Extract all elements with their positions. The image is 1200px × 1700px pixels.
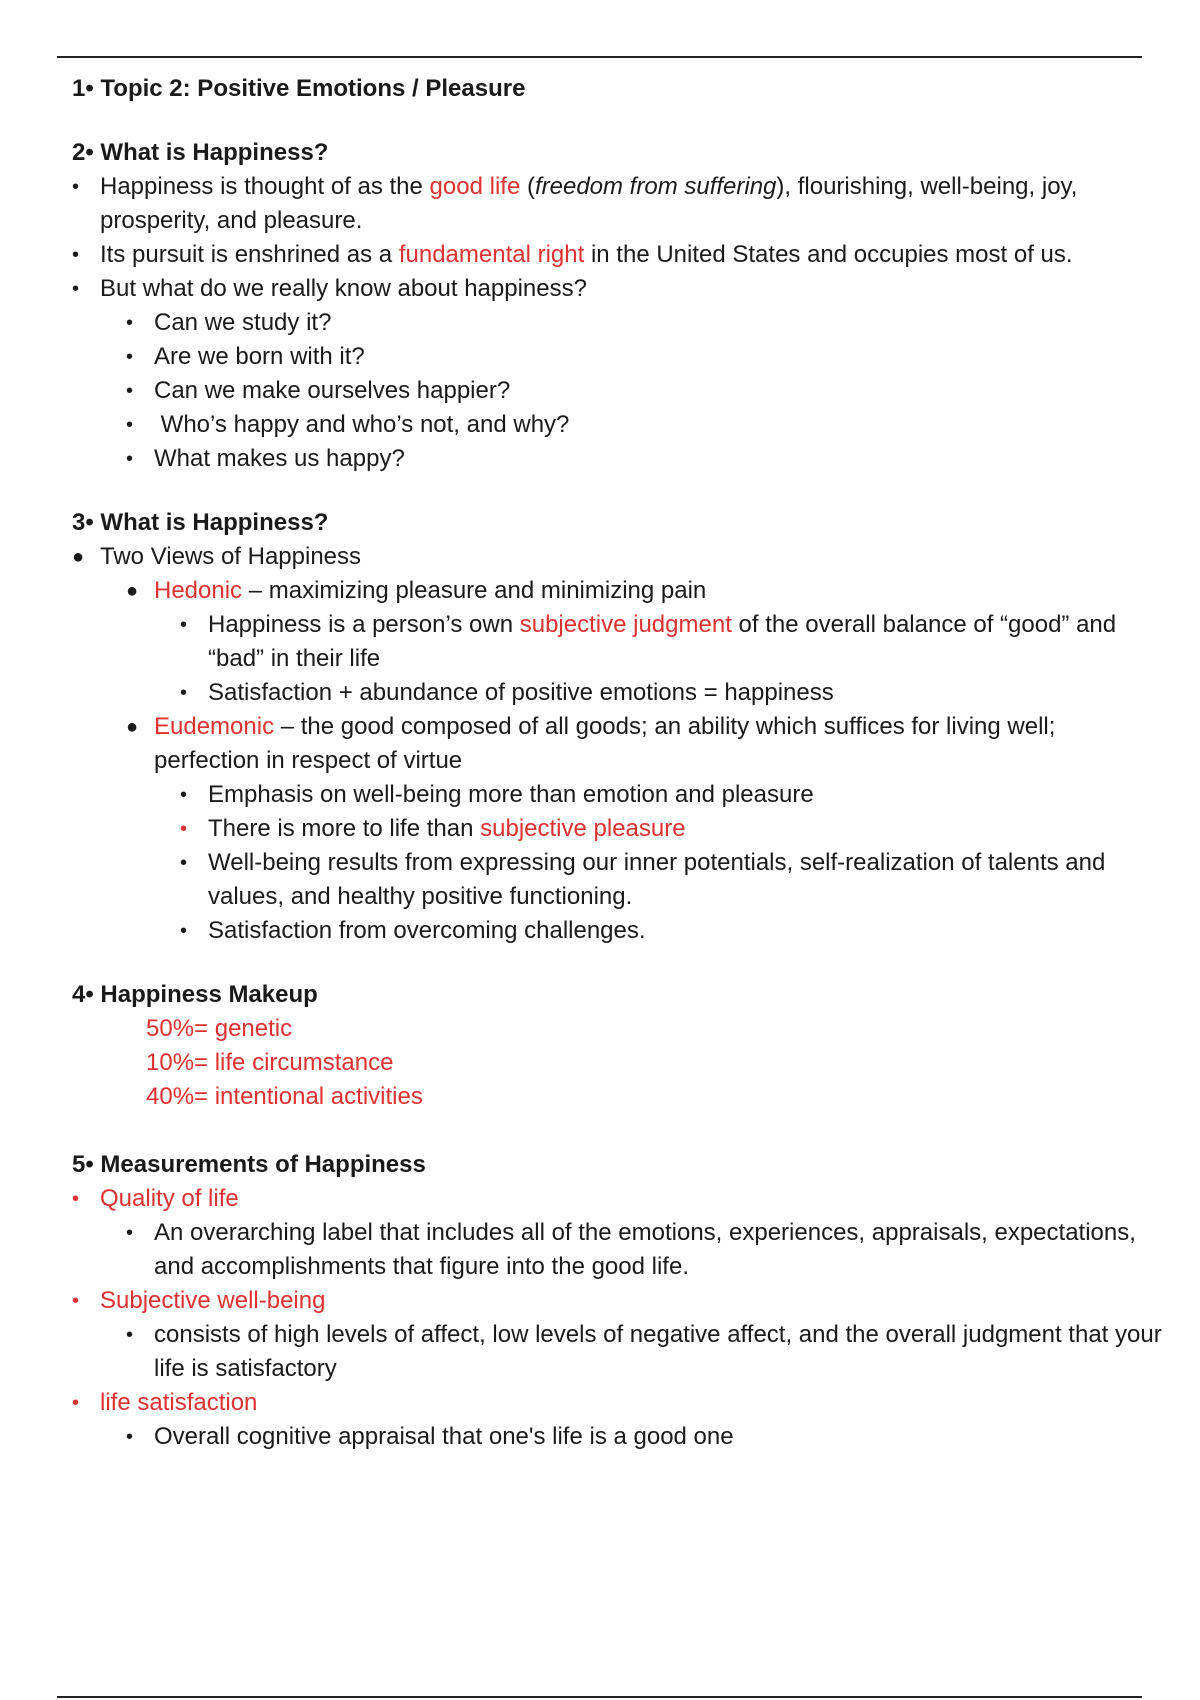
list-item: • Satisfaction + abundance of positive emotions = happiness <box>72 676 1162 710</box>
quality-of-life-term: Quality of life <box>100 1185 239 1212</box>
list-item: ● Hedonic – maximizing pleasure and minimizing pain <box>72 574 1162 608</box>
section-3 <box>72 506 1162 948</box>
subjective-well-being-term: Subjective well-being <box>100 1287 326 1314</box>
good-life-term: good life <box>429 173 521 200</box>
bullet-icon: • <box>126 346 134 368</box>
bullet-icon: • <box>126 414 134 436</box>
section-3-list <box>72 540 1162 948</box>
fundamental-right-term: fundamental right <box>398 241 585 268</box>
list-item: • Overall cognitive appraisal that one's life is a good one <box>72 1420 1162 1454</box>
list-item: • There is more to life than subjective pleasure <box>72 812 1162 846</box>
section-5-title: 5• Measurements of Happiness <box>72 1151 426 1178</box>
bottom-rule <box>57 1696 1142 1698</box>
hedonic-term: Hedonic <box>154 577 243 604</box>
section-1 <box>72 72 1162 106</box>
bullet-icon: ● <box>126 580 139 602</box>
list-item: • An overarching label that includes all of the emotions, experiences, appraisals, expectations, and accomplishments that figure into the good life. <box>72 1216 1162 1284</box>
bullet-icon: ● <box>126 716 139 738</box>
makeup-line: 40%= intentional activities <box>146 1083 423 1110</box>
list-item: • Its pursuit is enshrined as a fundamental right in the United States and occupies most of us. <box>72 238 1162 272</box>
bullet-icon: • <box>126 1426 134 1448</box>
list-item: • Who’s happy and who’s not, and why? <box>72 408 1162 442</box>
section-2-title: 2• What is Happiness? <box>72 139 329 166</box>
bullet-icon: • <box>126 380 134 402</box>
section-1-title: 1• Topic 2: Positive Emotions / Pleasure <box>72 75 526 102</box>
subjective-pleasure-term: subjective pleasure <box>480 815 686 842</box>
bullet-icon: • <box>126 312 134 334</box>
list-item: • Happiness is thought of as the good life (freedom from suffering), flourishing, well-being, joy, prosperity, and pleasure. <box>72 170 1162 238</box>
section-3-title: 3• What is Happiness? <box>72 509 329 536</box>
list-item: • Well-being results from expressing our inner potentials, self-realization of talents and values, and healthy positive functioning. <box>72 846 1162 914</box>
bullet-icon: • <box>180 818 188 840</box>
bullet-icon: • <box>126 1222 134 1244</box>
bullet-icon: • <box>180 920 188 942</box>
bullet-icon: ● <box>72 546 85 568</box>
bullet-icon: • <box>72 176 80 198</box>
bullet-icon: • <box>126 1324 134 1346</box>
bullet-icon: • <box>72 1188 80 1210</box>
makeup-line: 10%= life circumstance <box>146 1049 394 1076</box>
list-item: • Happiness is a person’s own subjective judgment of the overall balance of “good” and “bad” in their life <box>72 608 1162 676</box>
eudemonic-term: Eudemonic <box>154 713 275 740</box>
bullet-icon: • <box>126 448 134 470</box>
section-4 <box>72 978 1162 1114</box>
list-item: • What makes us happy? <box>72 442 1162 476</box>
list-item: • Emphasis on well-being more than emotion and pleasure <box>72 778 1162 812</box>
bullet-icon: • <box>180 614 188 636</box>
section-5 <box>72 1148 1162 1454</box>
list-item: • Can we study it? <box>72 306 1162 340</box>
section-2-list <box>72 170 1162 476</box>
bullet-icon: • <box>72 1392 80 1414</box>
list-item: ● Eudemonic – the good composed of all goods; an ability which suffices for living well; perfection in respect of virtue <box>72 710 1162 778</box>
section-2 <box>72 136 1162 476</box>
list-item: • Satisfaction from overcoming challenges. <box>72 914 1162 948</box>
document-page <box>72 72 1162 1484</box>
freedom-term: freedom from suffering <box>534 173 777 200</box>
top-rule <box>57 56 1142 58</box>
section-5-list <box>72 1182 1162 1454</box>
bullet-icon: • <box>72 278 80 300</box>
makeup-line: 50%= genetic <box>146 1015 293 1042</box>
list-item: • consists of high levels of affect, low levels of negative affect, and the overall judgment that your life is satisfactory <box>72 1318 1162 1386</box>
list-item: • Are we born with it? <box>72 340 1162 374</box>
list-item: ● Two Views of Happiness <box>72 540 1162 574</box>
life-satisfaction-term: life satisfaction <box>100 1389 258 1416</box>
bullet-icon: • <box>180 784 188 806</box>
bullet-icon: • <box>180 682 188 704</box>
list-item: • But what do we really know about happiness? <box>72 272 1162 306</box>
list-item <box>72 1182 1162 1216</box>
list-item: • Can we make ourselves happier? <box>72 374 1162 408</box>
list-item <box>72 1386 1162 1420</box>
list-item <box>72 1284 1162 1318</box>
bullet-icon: • <box>72 1290 80 1312</box>
bullet-icon: • <box>180 852 188 874</box>
bullet-icon: • <box>72 244 80 266</box>
subjective-judgment-term: subjective judgment <box>519 611 732 638</box>
section-4-title: 4• Happiness Makeup <box>72 981 318 1008</box>
